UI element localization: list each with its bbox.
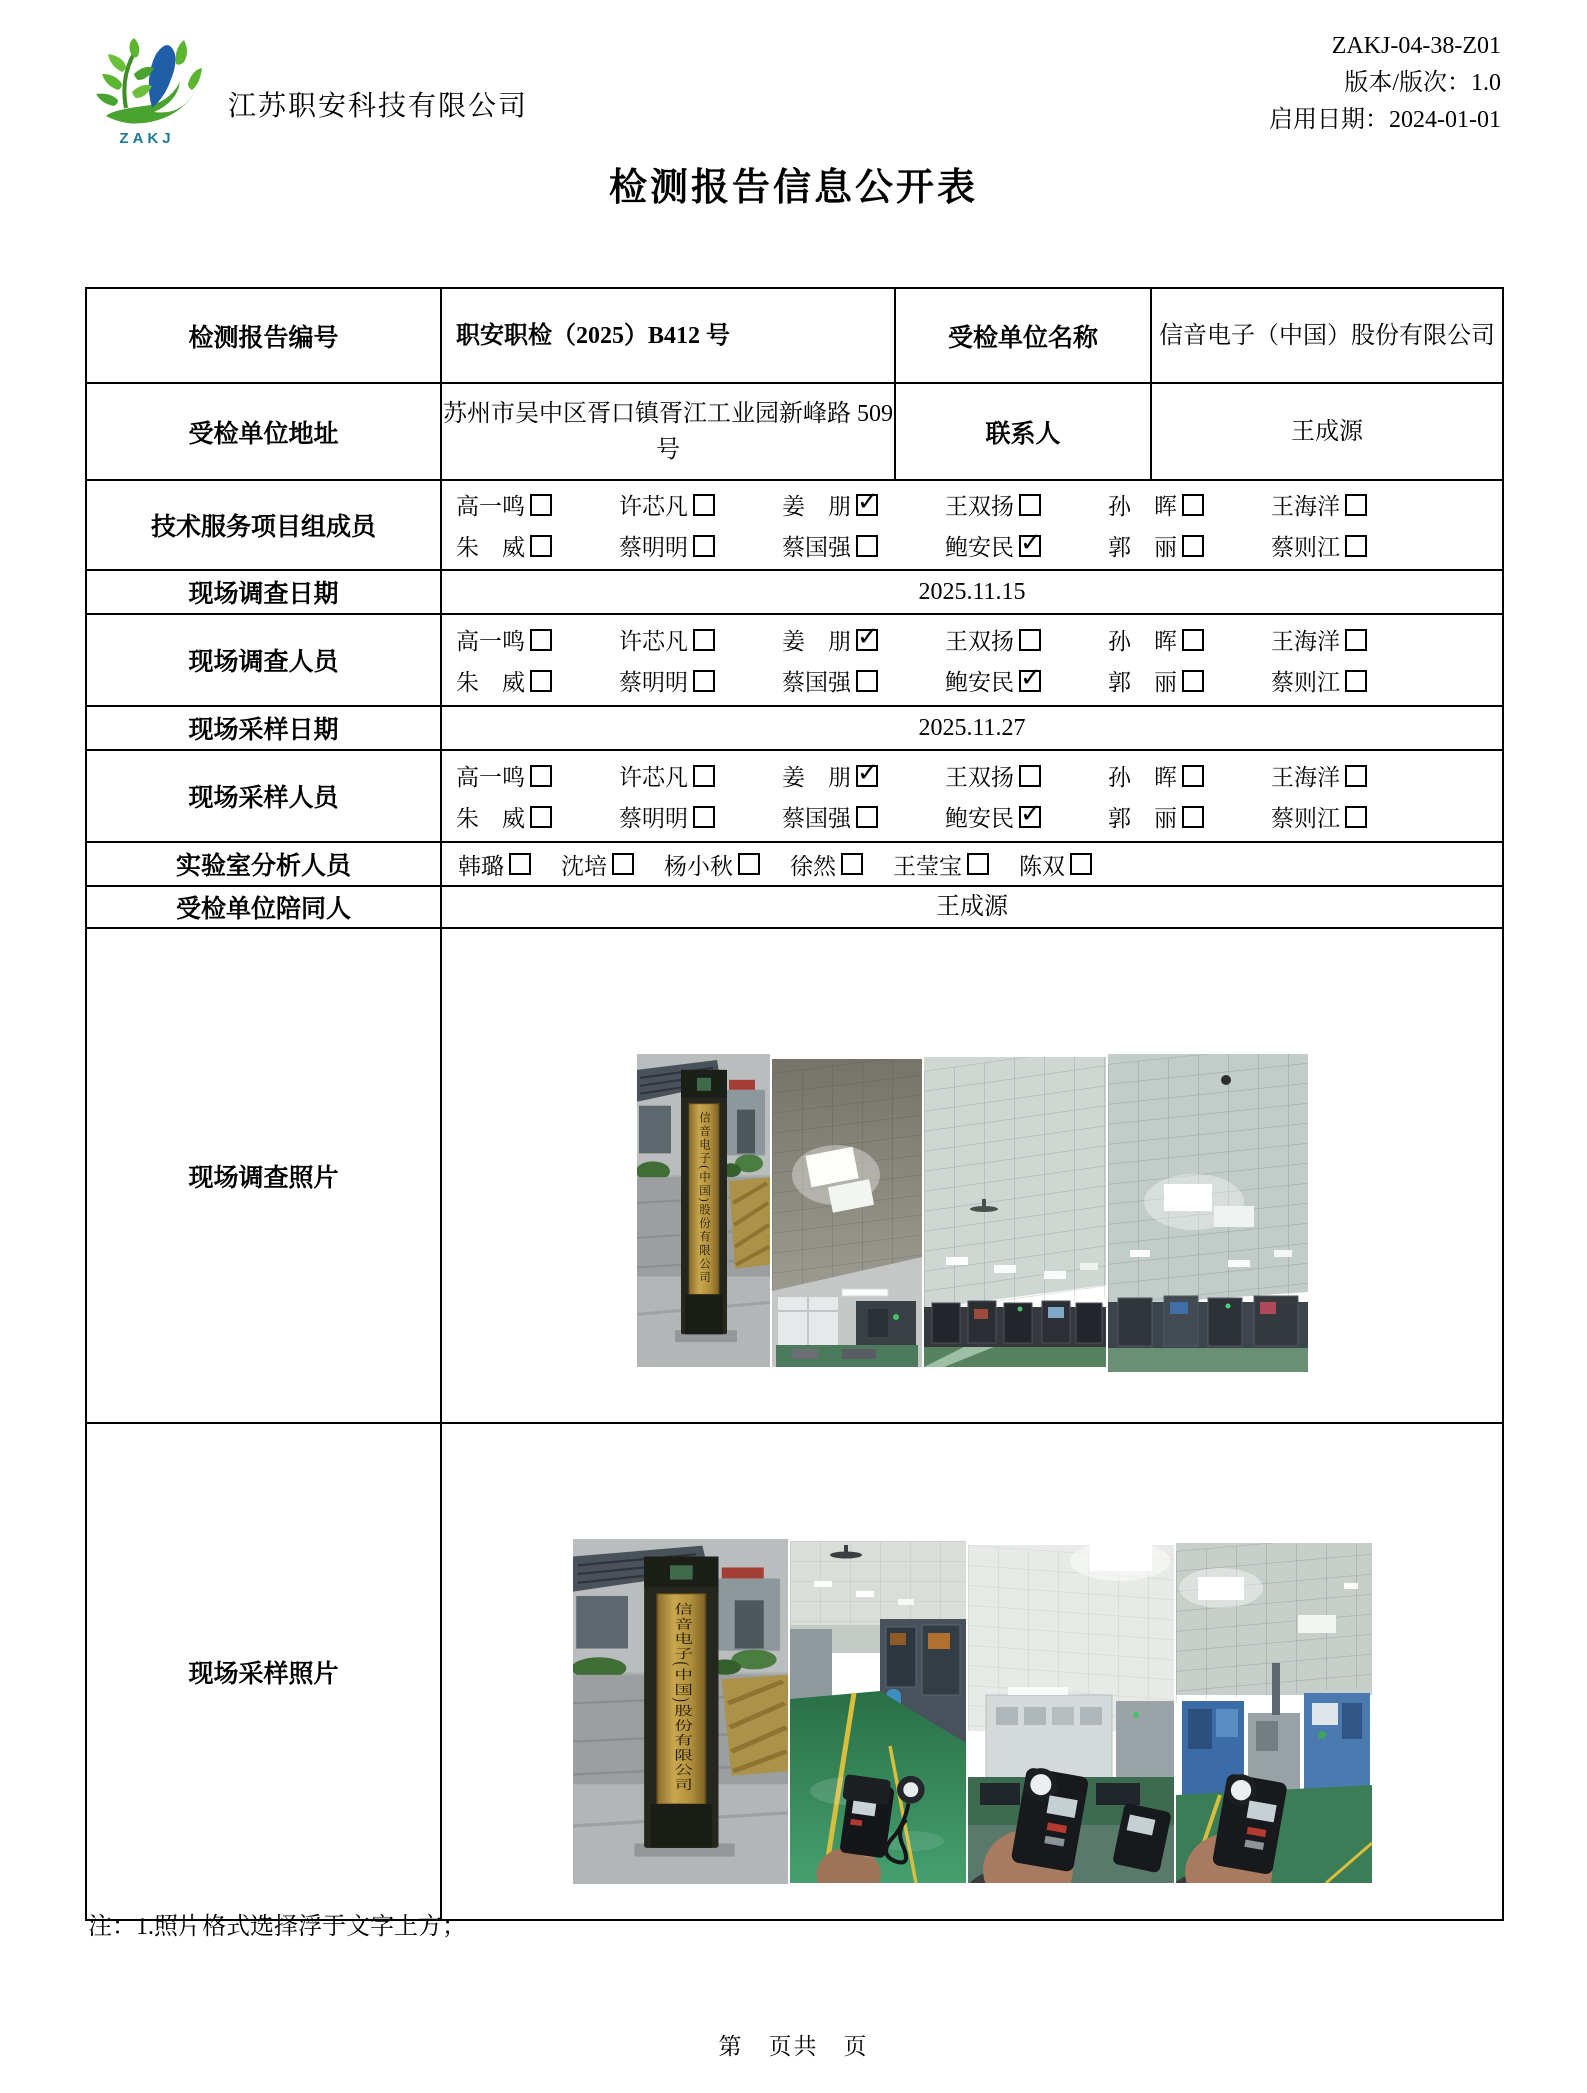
staff-member <box>456 800 619 833</box>
sampling-staff-label: 现场采样人员 <box>86 750 441 842</box>
staff-member-name: 蔡明明 <box>619 535 688 560</box>
checkbox-unchecked[interactable] <box>1345 535 1367 557</box>
checkbox-unchecked[interactable] <box>509 853 531 875</box>
checkbox-unchecked[interactable] <box>1182 494 1204 516</box>
doc-version: 版本/版次：1.0 <box>1344 70 1501 96</box>
staff-member <box>619 623 782 656</box>
checkbox-unchecked[interactable] <box>1070 853 1092 875</box>
staff-member-name: 沈培 <box>561 853 607 879</box>
checkbox-checked[interactable] <box>856 629 878 651</box>
team-members-grid <box>442 484 1502 566</box>
checkbox-unchecked[interactable] <box>1345 670 1367 692</box>
checkbox-unchecked[interactable] <box>1182 806 1204 828</box>
staff-member <box>456 488 619 521</box>
survey-date-label: 现场调查日期 <box>86 570 441 614</box>
staff-member-name: 高一鸣 <box>456 494 525 519</box>
checkbox-unchecked[interactable] <box>1182 765 1204 787</box>
staff-member-name: 王双扬 <box>945 494 1014 519</box>
staff-member-name: 朱 威 <box>456 806 525 831</box>
staff-member-name: 韩璐 <box>458 853 504 879</box>
checkbox-unchecked[interactable] <box>1345 765 1367 787</box>
unit-addr-value: 苏州市吴中区胥口镇胥江工业园新峰路 509 号 <box>441 383 895 480</box>
staff-member <box>456 664 619 697</box>
report-no-value: 职安职检（2025）B412 号 <box>441 288 895 383</box>
staff-member <box>1108 488 1271 521</box>
staff-member <box>458 848 531 881</box>
staff-member-name: 徐然 <box>790 853 836 879</box>
survey-photo-ceiling-lights <box>1108 1054 1308 1372</box>
survey-photos-label: 现场调查照片 <box>86 928 441 1423</box>
staff-member <box>790 848 863 881</box>
sampling-photo-blue-machines-meter <box>1176 1543 1372 1883</box>
staff-member-name: 朱 威 <box>456 535 525 560</box>
row-team-members <box>86 480 1503 570</box>
staff-member-name: 蔡明明 <box>619 806 688 831</box>
checkbox-checked[interactable] <box>1019 670 1041 692</box>
staff-member <box>1271 664 1434 697</box>
accompany-value: 王成源 <box>441 886 1503 928</box>
staff-member-name: 孙 晖 <box>1108 629 1177 654</box>
checkbox-unchecked[interactable] <box>1345 629 1367 651</box>
staff-member <box>619 488 782 521</box>
unit-name-label: 受检单位名称 <box>895 288 1151 383</box>
staff-member-name: 王莹宝 <box>893 853 962 879</box>
checkbox-unchecked[interactable] <box>738 853 760 875</box>
staff-member <box>1108 800 1271 833</box>
staff-member <box>456 623 619 656</box>
checkbox-unchecked[interactable] <box>1019 629 1041 651</box>
doc-meta <box>1269 28 1501 139</box>
checkbox-unchecked[interactable] <box>856 806 878 828</box>
row-accompany <box>86 886 1503 928</box>
staff-member <box>1108 623 1271 656</box>
contact-label: 联系人 <box>895 383 1151 480</box>
staff-member <box>1108 759 1271 792</box>
staff-member-name: 高一鸣 <box>456 629 525 654</box>
checkbox-checked[interactable] <box>856 765 878 787</box>
sampling-photo-ceiling-meter <box>968 1545 1174 1883</box>
checkbox-unchecked[interactable] <box>856 670 878 692</box>
row-survey-staff <box>86 614 1503 706</box>
staff-member-name: 鲍安民 <box>945 806 1014 831</box>
checkbox-unchecked[interactable] <box>530 765 552 787</box>
staff-member <box>619 664 782 697</box>
logo-text: ZAKJ <box>119 130 175 147</box>
checkbox-unchecked[interactable] <box>1182 670 1204 692</box>
checkbox-unchecked[interactable] <box>612 853 634 875</box>
survey-photo-gate-sign <box>637 1054 770 1367</box>
staff-member-name: 姜 朋 <box>782 765 851 790</box>
staff-member <box>782 623 945 656</box>
checkbox-unchecked[interactable] <box>530 494 552 516</box>
staff-member <box>456 759 619 792</box>
staff-member-name: 陈双 <box>1019 853 1065 879</box>
company-logo <box>86 38 208 147</box>
staff-member <box>561 848 634 881</box>
checkbox-unchecked[interactable] <box>1019 765 1041 787</box>
staff-member <box>1271 529 1434 562</box>
accompany-label: 受检单位陪同人 <box>86 886 441 928</box>
team-label: 技术服务项目组成员 <box>86 480 441 570</box>
checkbox-unchecked[interactable] <box>1345 494 1367 516</box>
staff-member-name: 郭 丽 <box>1108 535 1177 560</box>
checkbox-checked[interactable] <box>1019 535 1041 557</box>
staff-member-name: 许芯凡 <box>619 629 688 654</box>
sampling-staff-grid <box>442 755 1502 837</box>
staff-member <box>1271 759 1434 792</box>
checkbox-unchecked[interactable] <box>1182 629 1204 651</box>
sampling-photo-strip <box>442 1459 1502 1884</box>
row-survey-date <box>86 570 1503 614</box>
row-lab-staff <box>86 842 1503 886</box>
staff-member <box>945 623 1108 656</box>
lab-staff-row <box>442 848 1502 881</box>
unit-name-value: 信音电子（中国）股份有限公司 <box>1151 288 1503 383</box>
lab-staff-label: 实验室分析人员 <box>86 842 441 886</box>
staff-member <box>456 529 619 562</box>
staff-member-name: 王双扬 <box>945 765 1014 790</box>
staff-member-name: 蔡则江 <box>1271 535 1340 560</box>
staff-member <box>619 529 782 562</box>
checkbox-unchecked[interactable] <box>693 535 715 557</box>
doc-effective-date: 启用日期：2024-01-01 <box>1269 107 1501 133</box>
staff-member <box>1108 664 1271 697</box>
info-table <box>85 287 1504 1921</box>
staff-member <box>782 488 945 521</box>
staff-member <box>782 800 945 833</box>
row-survey-photos <box>86 928 1503 1423</box>
sampling-date-label: 现场采样日期 <box>86 706 441 750</box>
staff-member <box>945 759 1108 792</box>
staff-member-name: 王海洋 <box>1271 629 1340 654</box>
staff-member-name: 蔡国强 <box>782 670 851 695</box>
staff-member <box>1271 800 1434 833</box>
unit-addr-label: 受检单位地址 <box>86 383 441 480</box>
checkbox-unchecked[interactable] <box>856 535 878 557</box>
staff-member-name: 杨小秋 <box>664 853 733 879</box>
checkbox-checked[interactable] <box>1019 806 1041 828</box>
staff-member-name: 王双扬 <box>945 629 1014 654</box>
checkbox-unchecked[interactable] <box>967 853 989 875</box>
staff-member-name: 鲍安民 <box>945 535 1014 560</box>
checkbox-unchecked[interactable] <box>693 629 715 651</box>
staff-member <box>619 800 782 833</box>
staff-member-name: 朱 威 <box>456 670 525 695</box>
staff-member-name: 孙 晖 <box>1108 765 1177 790</box>
row-sampling-date <box>86 706 1503 750</box>
row-unit-address <box>86 383 1503 480</box>
staff-member-name: 孙 晖 <box>1108 494 1177 519</box>
checkbox-unchecked[interactable] <box>1019 494 1041 516</box>
staff-member-name: 郭 丽 <box>1108 806 1177 831</box>
staff-member-name: 鲍安民 <box>945 670 1014 695</box>
staff-member-name: 姜 朋 <box>782 494 851 519</box>
row-sampling-staff <box>86 750 1503 842</box>
staff-member <box>782 529 945 562</box>
staff-member-name: 许芯凡 <box>619 494 688 519</box>
row-report-no <box>86 288 1503 383</box>
staff-member <box>1271 623 1434 656</box>
page-title: 检测报告信息公开表 <box>608 167 978 209</box>
staff-member <box>893 848 989 881</box>
staff-member-name: 蔡则江 <box>1271 670 1340 695</box>
checkbox-unchecked[interactable] <box>841 853 863 875</box>
sampling-photo-green-aisle-lux-meter <box>790 1541 966 1883</box>
staff-member-name: 姜 朋 <box>782 629 851 654</box>
checkbox-unchecked[interactable] <box>530 629 552 651</box>
staff-member-name: 郭 丽 <box>1108 670 1177 695</box>
staff-member <box>1019 848 1092 881</box>
report-no-label: 检测报告编号 <box>86 288 441 383</box>
contact-value: 王成源 <box>1151 383 1503 480</box>
staff-member <box>945 488 1108 521</box>
survey-photo-ceiling-machines <box>924 1057 1106 1367</box>
survey-date-value: 2025.11.15 <box>441 570 1503 614</box>
checkbox-unchecked[interactable] <box>693 765 715 787</box>
doc-code: ZAKJ-04-38-Z01 <box>1331 33 1501 59</box>
staff-member <box>1108 529 1271 562</box>
checkbox-unchecked[interactable] <box>530 806 552 828</box>
checkbox-unchecked[interactable] <box>1345 806 1367 828</box>
staff-member <box>945 800 1108 833</box>
checkbox-unchecked[interactable] <box>693 806 715 828</box>
staff-member-name: 王海洋 <box>1271 494 1340 519</box>
staff-member <box>945 529 1108 562</box>
staff-member <box>664 848 760 881</box>
checkbox-checked[interactable] <box>856 494 878 516</box>
sampling-date-value: 2025.11.27 <box>441 706 1503 750</box>
staff-member <box>945 664 1108 697</box>
company-name: 江苏职安科技有限公司 <box>228 91 529 122</box>
staff-member-name: 蔡则江 <box>1271 806 1340 831</box>
staff-member-name: 王海洋 <box>1271 765 1340 790</box>
checkbox-unchecked[interactable] <box>693 670 715 692</box>
staff-member-name: 蔡国强 <box>782 806 851 831</box>
staff-member-name: 蔡明明 <box>619 670 688 695</box>
survey-staff-grid <box>442 619 1502 701</box>
sampling-photos-label: 现场采样照片 <box>86 1423 441 1920</box>
staff-member-name: 蔡国强 <box>782 535 851 560</box>
checkbox-unchecked[interactable] <box>693 494 715 516</box>
row-sampling-photos <box>86 1423 1503 1920</box>
checkbox-unchecked[interactable] <box>530 535 552 557</box>
note-text: 注：1.照片格式选择浮于文字上方； <box>88 1914 466 1940</box>
staff-member <box>782 664 945 697</box>
staff-member-name: 高一鸣 <box>456 765 525 790</box>
staff-member <box>619 759 782 792</box>
logo-graphic <box>92 38 202 134</box>
staff-member <box>782 759 945 792</box>
page-footer: 第 页共 页 <box>718 2034 869 2059</box>
staff-member-name: 许芯凡 <box>619 765 688 790</box>
checkbox-unchecked[interactable] <box>530 670 552 692</box>
staff-member <box>1271 488 1434 521</box>
checkbox-unchecked[interactable] <box>1182 535 1204 557</box>
survey-photo-strip <box>442 980 1502 1372</box>
survey-staff-label: 现场调查人员 <box>86 614 441 706</box>
sampling-photo-gate-sign <box>573 1539 788 1884</box>
survey-photo-ceiling-skylight <box>772 1059 922 1367</box>
